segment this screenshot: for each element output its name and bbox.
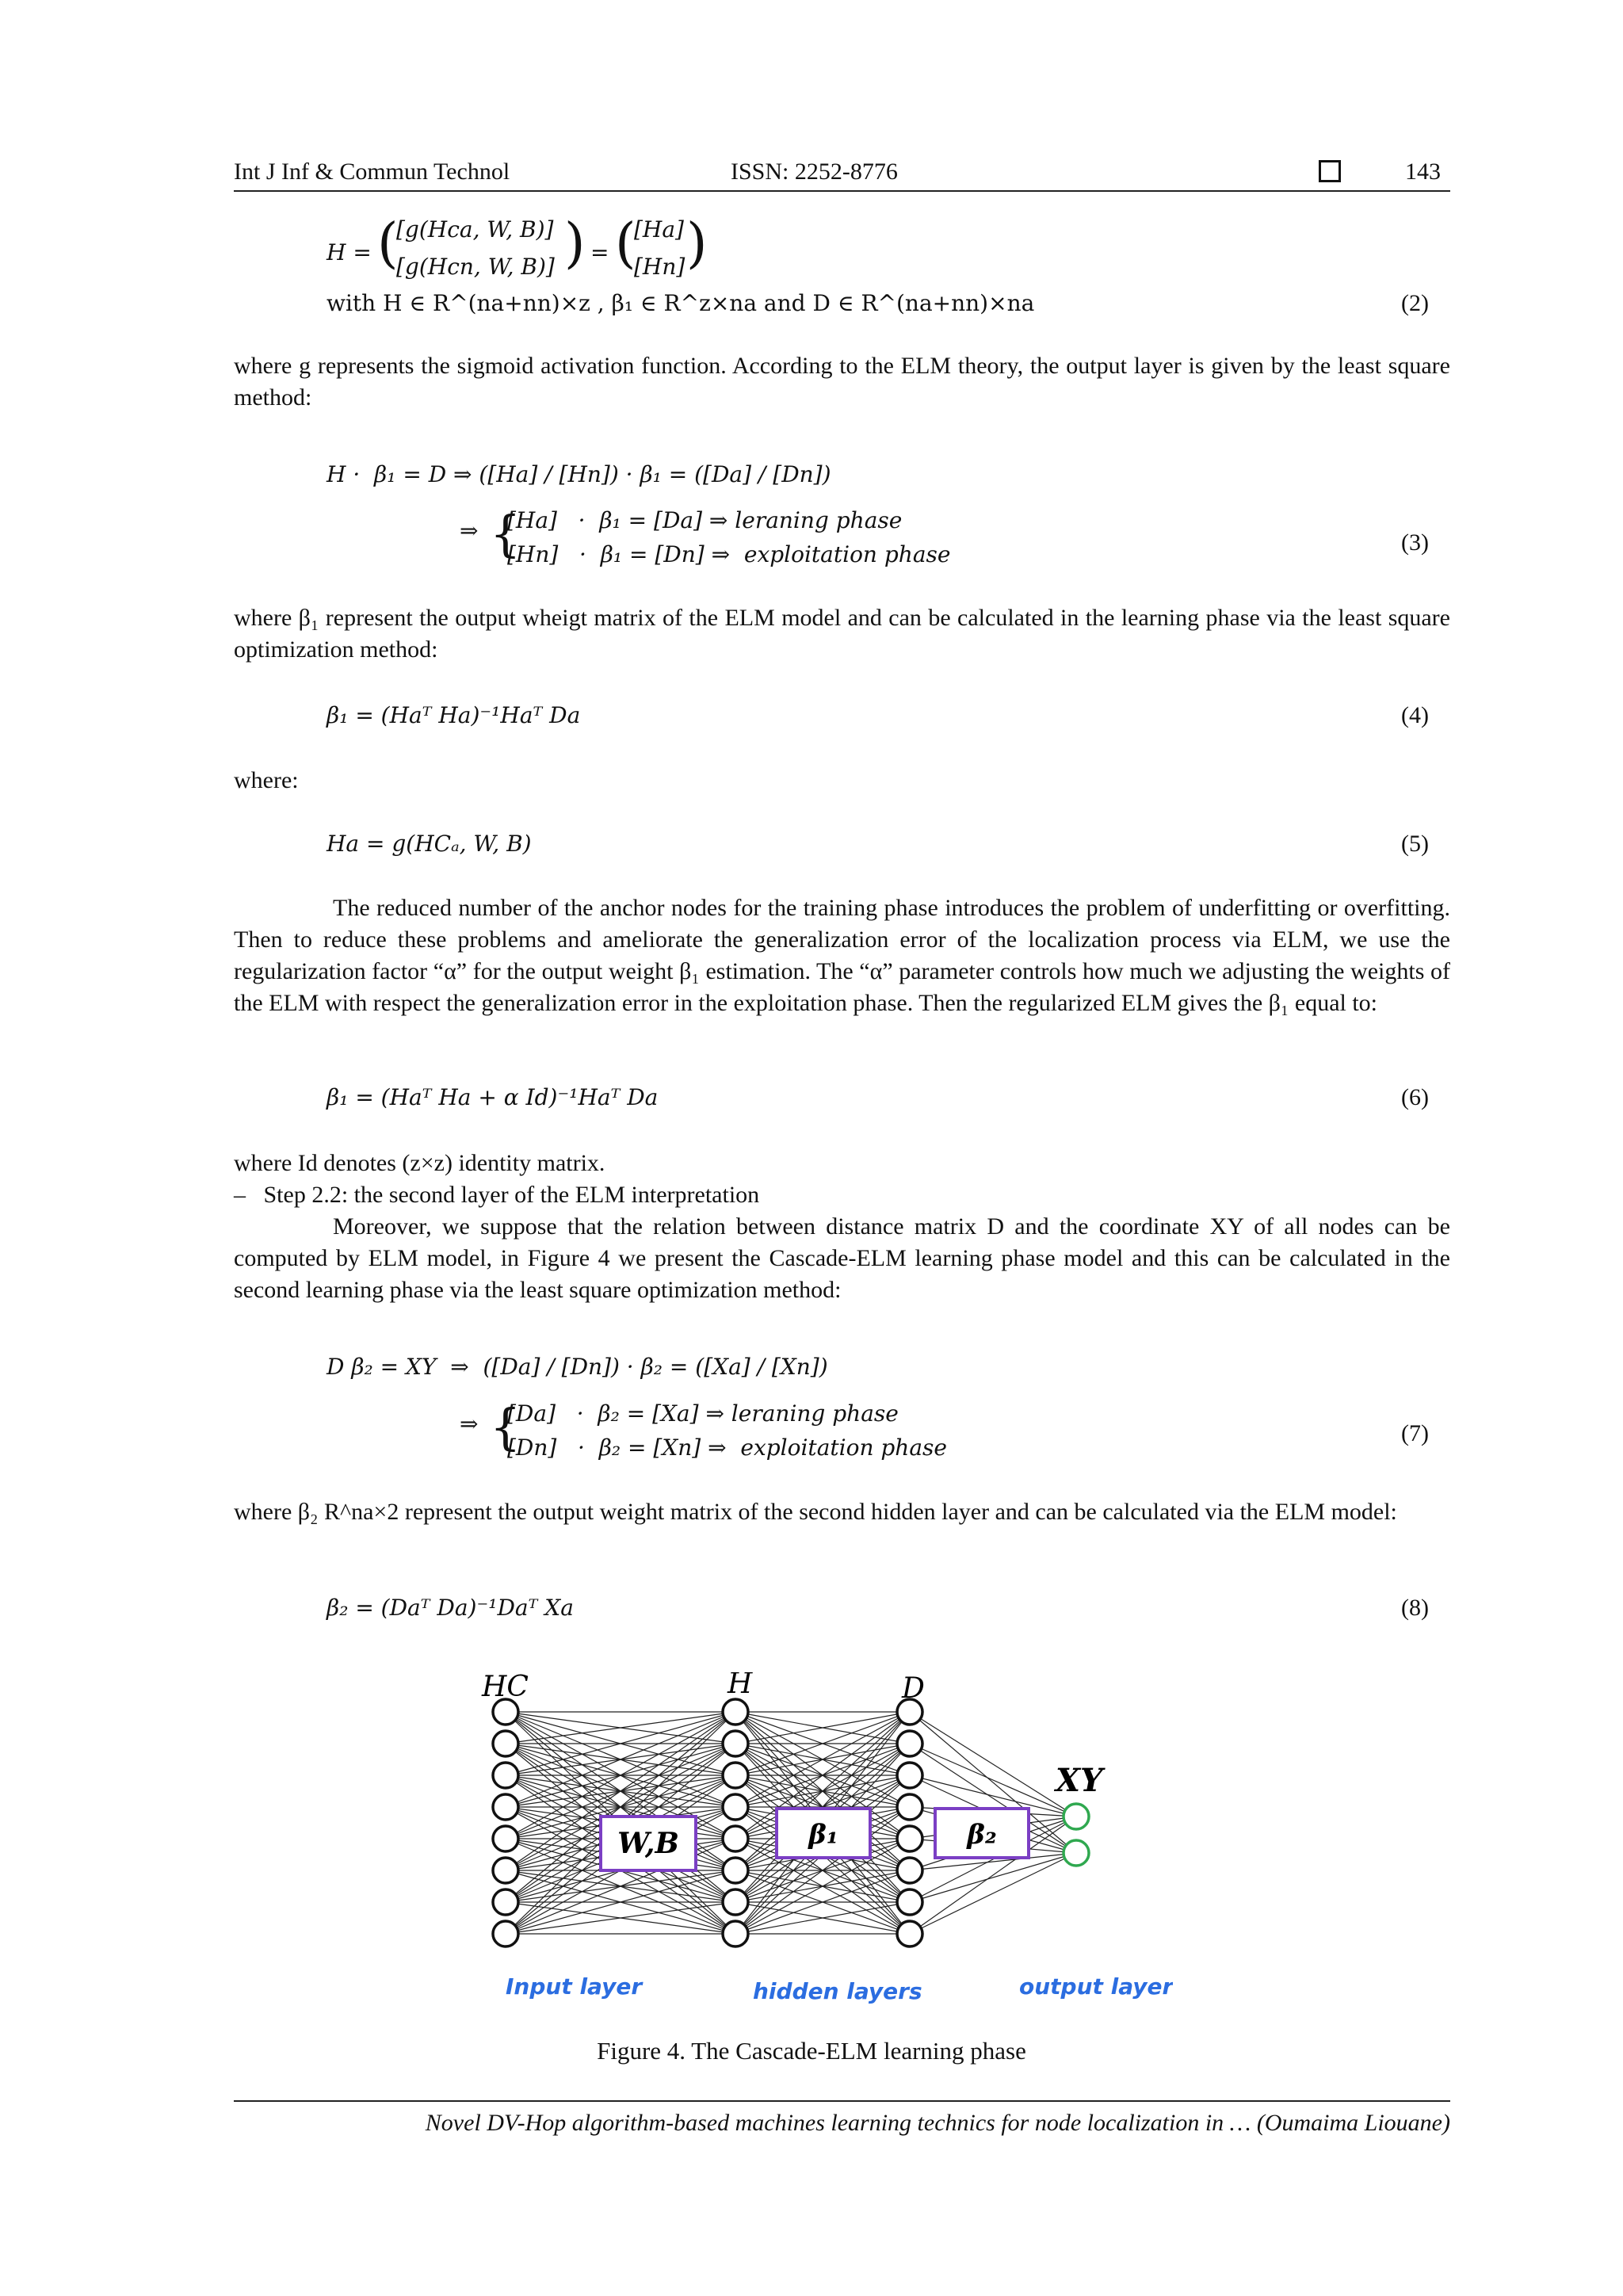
- page-number: 143: [1405, 159, 1441, 185]
- eq7-line1: D β₂ = XY ⇒ ([Da] / [Dn]) · β₂ = ([Xa] / [Xn]): [327, 1354, 828, 1380]
- eq5-number: (5): [1401, 831, 1429, 857]
- eq2-rtop: [Ha]: [634, 216, 684, 243]
- footer-rule: [234, 2100, 1450, 2102]
- eq3-number: (3): [1401, 529, 1429, 556]
- equation-5: Ha = g(HCₐ, W, B): [327, 831, 532, 857]
- eq8-number: (8): [1401, 1595, 1429, 1621]
- label-output-layer: output layer: [1019, 1973, 1173, 2000]
- step-item: [234, 1179, 1450, 1211]
- figure-caption: Figure 4. The Cascade-ELM learning phase: [597, 2037, 1026, 2065]
- network-node: [897, 1794, 922, 1820]
- eq2-bot: [g(Hcn, W, B)]: [396, 254, 555, 280]
- eq3-line2: [Ha] · β₁ = [Da] ⇒ leraning phase: [507, 507, 903, 533]
- network-node: [493, 1889, 518, 1915]
- equation-6: β₁ = (Haᵀ Ha + α Id)⁻¹Haᵀ Da: [327, 1084, 659, 1110]
- label-d: D: [902, 1672, 925, 1705]
- label-hc: HC: [482, 1672, 529, 1703]
- network-node: [897, 1763, 922, 1788]
- network-node: [897, 1826, 922, 1851]
- network-node: [723, 1921, 748, 1946]
- eq2-number: (2): [1401, 290, 1429, 316]
- paragraph-5: where Id denotes (z×z) identity matrix.: [234, 1150, 605, 1176]
- step-text: Step 2.2: the second layer of the ELM interpretation: [263, 1182, 760, 1208]
- label-hidden-layers: hidden layers: [753, 1978, 922, 2004]
- paragraph-6: Moreover, we suppose that the relation between distance matrix D and the coordinate XY of all nodes can be computed by ELM model, in Figure 4 we present the Cascade-ELM learning phase model and this can be calculated in the second learning phase via the least square optimization method:: [234, 1213, 1450, 1303]
- network-node: [723, 1889, 748, 1915]
- eq3-line3: [Hn] · β₁ = [Dn] ⇒ exploitation phase: [507, 541, 951, 567]
- output-node: [1064, 1804, 1089, 1829]
- box-wb-label: W,B: [617, 1827, 679, 1860]
- paragraph-1: where g represents the sigmoid activation function. According to the ELM theory, the output layer is given by the least square method:: [234, 353, 1450, 411]
- eq2-top: [g(Hca, W, B)]: [396, 216, 554, 243]
- journal-name: Int J Inf & Commun Technol: [234, 159, 510, 185]
- eq7-line3: [Dn] · β₂ = [Xn] ⇒ exploitation phase: [507, 1435, 947, 1461]
- header-rule: [234, 190, 1450, 192]
- label-h: H: [727, 1672, 753, 1700]
- equation-8: β₂ = (Daᵀ Da)⁻¹Daᵀ Xa: [327, 1595, 574, 1621]
- square-icon: [1319, 160, 1341, 182]
- eq2-paren-open: (: [377, 212, 399, 275]
- network-node: [723, 1699, 748, 1725]
- network-node: [493, 1921, 518, 1946]
- network-node: [897, 1921, 922, 1946]
- network-node: [493, 1763, 518, 1788]
- eq3-implies: ⇒: [460, 518, 479, 544]
- label-input-layer: Input layer: [506, 1973, 643, 2000]
- cascade-elm-figure: [475, 1672, 1173, 2021]
- eq2-equals: =: [590, 239, 609, 266]
- connection-line: [910, 1744, 1076, 1817]
- network-node: [493, 1794, 518, 1820]
- eq7-implies: ⇒: [460, 1411, 479, 1437]
- box-beta2-label: β₂: [967, 1819, 997, 1851]
- eq6-number: (6): [1401, 1084, 1429, 1110]
- connection-line: [910, 1853, 1076, 1902]
- network-node: [723, 1794, 748, 1820]
- network-node: [897, 1858, 922, 1883]
- eq2-rparen-close: ): [686, 212, 708, 275]
- issn: ISSN: 2252-8776: [731, 159, 898, 185]
- output-node: [1064, 1840, 1089, 1866]
- network-node: [493, 1858, 518, 1883]
- eq4-number: (4): [1401, 702, 1429, 728]
- eq7-brace: {: [490, 1398, 521, 1456]
- eq3-brace: {: [490, 505, 521, 563]
- paragraph-2: where β₁ represent the output wheigt matrix of the ELM model and can be calculated in the learning phase via the least square optimization method:: [234, 605, 1450, 663]
- paragraph-4: The reduced number of the anchor nodes for the training phase introduces the problem of underfitting or overfitting. Then to reduce these problems and ameliorate the generalization error of the localization process via ELM, we use the regularization factor “α” for the output weight β₁ estimation. The “α” parameter controls how much we adjusting the weights of the ELM with respect the generalization error in the exploitation phase. Then the regularized ELM gives the β₁ equal to:: [234, 895, 1450, 1016]
- network-node: [723, 1763, 748, 1788]
- eq2-lhs: H =: [327, 239, 372, 266]
- network-node: [897, 1889, 922, 1915]
- connection-line: [910, 1853, 1076, 1934]
- paragraph-7: where β₂ R^na×2 represent the output weight matrix of the second hidden layer and can be calculated via the ELM model:: [234, 1499, 1397, 1525]
- network-node: [723, 1826, 748, 1851]
- paragraph-3: where:: [234, 767, 299, 793]
- eq7-line2: [Da] · β₂ = [Xa] ⇒ leraning phase: [507, 1400, 899, 1427]
- network-node: [493, 1731, 518, 1756]
- network-node: [493, 1826, 518, 1851]
- connection-line: [910, 1712, 1076, 1817]
- eq2-rbot: [Hn]: [634, 254, 685, 280]
- eq2-rparen-open: (: [615, 212, 636, 275]
- dash-bullet: –: [234, 1182, 264, 1208]
- box-beta1-label: β₁: [808, 1819, 838, 1851]
- label-xy: XY: [1056, 1762, 1103, 1799]
- eq3-line1: H · β₁ = D ⇒ ([Ha] / [Hn]) · β₁ = ([Da] / [Dn]): [327, 461, 831, 487]
- network-node: [897, 1731, 922, 1756]
- equation-4: β₁ = (Haᵀ Ha)⁻¹Haᵀ Da: [327, 702, 581, 728]
- network-node: [723, 1731, 748, 1756]
- eq7-number: (7): [1401, 1420, 1429, 1446]
- eq2-paren-close: ): [564, 212, 586, 275]
- network-node: [723, 1858, 748, 1883]
- eq2-with-line: with H ∈ R^(na+nn)×z , β₁ ∈ R^z×na and D ∈ R^(na+nn)×na: [327, 290, 1035, 316]
- running-footer: Novel DV-Hop algorithm-based machines learning technics for node localization in … (Oumaima Liouane): [425, 2110, 1450, 2136]
